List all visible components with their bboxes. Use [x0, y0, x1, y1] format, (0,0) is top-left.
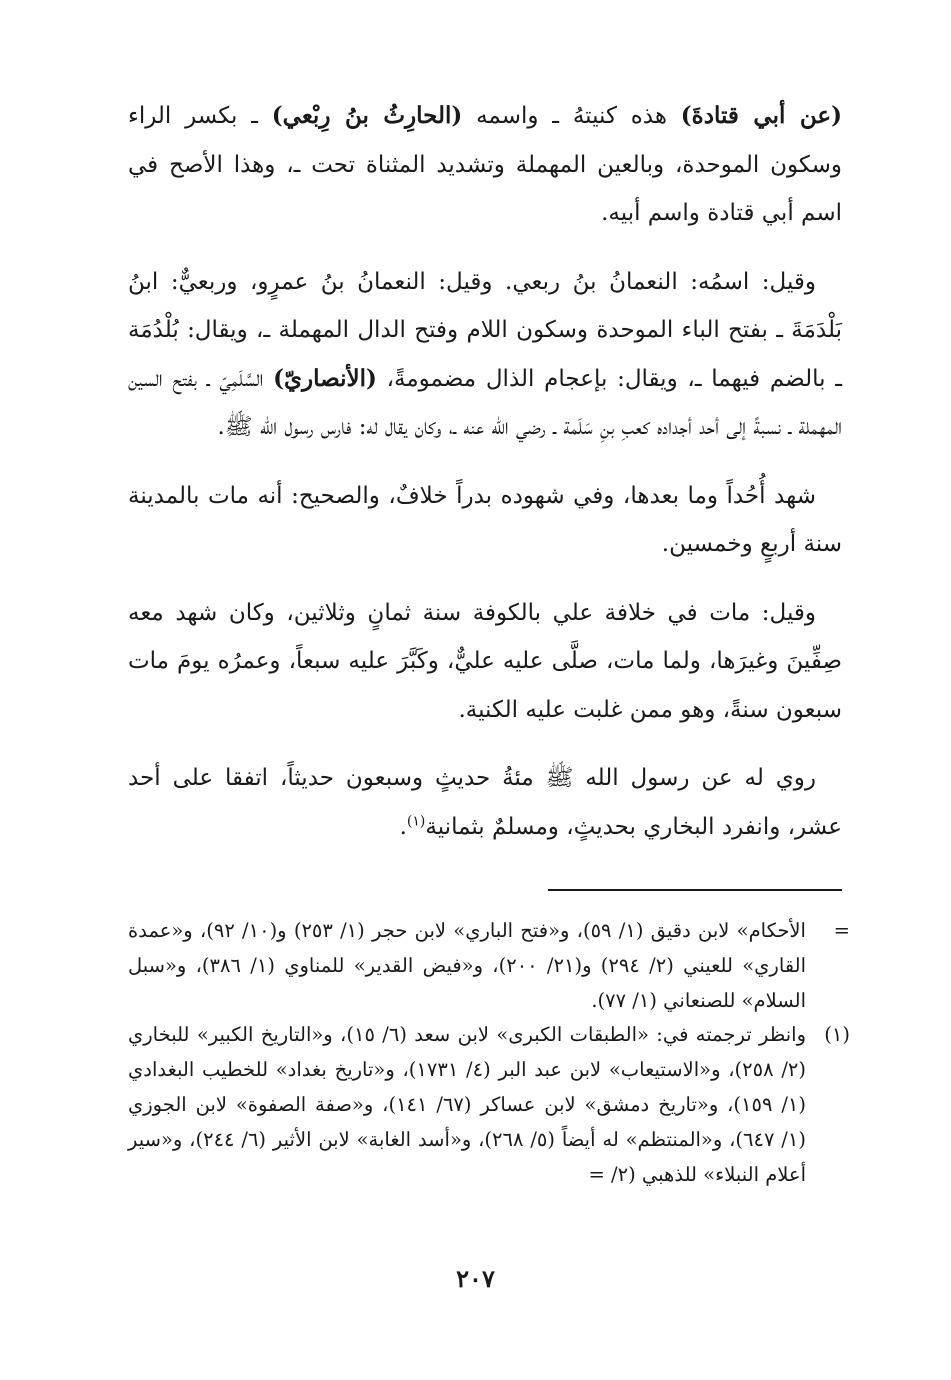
text-run: وقيل: اسمُه: النعمانُ بنُ ربعي. وقيل: النعمانُ بنُ عمرٍو، وربعيٌّ: ابنُ بَلْدَمَةَ ـ بفتح الباء الموحدة وسكون اللام وفتح الدال المهملة ـ، ويقال: بُلْدُمَة ـ بالضم فيهما ـ، ويقال: بإعجام الذال مضمومةً،: [128, 268, 842, 392]
bold-phrase: (الحارِثُ بنُ رِبْعي): [271, 102, 463, 129]
paragraph-5: [128, 754, 842, 851]
text-run: .: [399, 813, 407, 840]
footnote-continuation: [128, 914, 850, 1018]
page-number: ٢٠٧: [456, 1264, 495, 1293]
footnote-text: وانظر ترجمته في: «الطبقات الكبرى» لابن سعد (٦/ ١٥)، و«التاريخ الكبير» للبخاري (٢/ ٢٥٨)، و«الاستيعاب» لابن عبد البر (٤/ ١٧٣١)، و«تاريخ بغداد» للخطيب البغدادي (١/ ١٥٩)، و«تاريخ دمشق» لابن عساكر (٦٧/ ١٤١)، و«صفة الصفوة» لابن الجوزي (١/ ٦٤٧)، و«المنتظم» له أيضاً (٥/ ٢٦٨)، و«أسد الغابة» لابن الأثير (٦/ ٢٤٤)، و«سير أعلام النبلاء» للذهبي (٢/ =: [128, 1023, 806, 1186]
footnotes: [128, 914, 850, 1192]
footnote-reference[interactable]: (١): [406, 812, 426, 829]
main-text: [128, 92, 842, 871]
text-run: ـ بكسر الراء وسكون الموحدة، وبالعين المهملة وتشديد المثناة تحت ـ، وهذا الأصح في اسم أبي قتادة واسم أبيه.: [128, 103, 842, 226]
paragraph-1: [128, 92, 842, 238]
text-run: شهد أُحُداً وما بعدها، وفي شهوده بدراً خلافٌ، والصحيح: أنه مات بالمدينة سنة أربعٍ وخمسين.: [128, 482, 842, 557]
footnote-marker: (١): [824, 1023, 850, 1047]
footnote-divider: [548, 889, 842, 891]
paragraph-4: [128, 589, 842, 735]
paragraph-2: [128, 258, 842, 452]
paragraph-3: [128, 472, 842, 569]
text-run: روي له عن رسول الله ﷺ مئةُ حديثٍ وسبعون حديثاً، اتفقا على أحد عشر، وانفرد البخاري بحديثٍ، ومسلمٌ بثمانية: [128, 765, 842, 840]
footnote-text: الأحكام» لابن دقيق (١/ ٥٩)، و«فتح الباري» لابن حجر (١/ ٢٥٣) و(١٠/ ٩٢)، و«عمدة القاري» للعيني (٢/ ٢٩٤) و(٢١/ ٢٠٠)، و«فيض القدير» للمناوي (١/ ٣٨٦)، و«سبل السلام» للصنعاني (١/ ٧٧).: [128, 919, 806, 1012]
text-run: وقيل: مات في خلافة علي بالكوفة سنة ثمانٍ وثلاثين، وكان شهد معه صِفِّينَ وغيرَها، ولما مات، صلَّى عليه عليٌّ، وكَبَّرَ عليه سبعاً، وعمرُه يومَ مات سبعون سنةً، وهو ممن غلبت عليه الكنية.: [128, 599, 842, 723]
text-run: السَّلَمِيّ ـ بفتح السين المهملة ـ نسبةً إلى أحد أجداده كعبِ بنِ سَلَمة ـ رضي الله عنه ـ، وكان يقال له: فارس رسول الله ﷺ.: [128, 365, 842, 440]
bold-phrase: (الأنصاريّ): [273, 364, 377, 392]
bold-phrase: (عن أبي قتادةَ): [680, 102, 843, 129]
text-run: هذه كنيتهُ ـ واسمه: [462, 103, 681, 129]
footnote-1: [128, 1018, 850, 1192]
footnote-marker: =: [833, 919, 850, 942]
